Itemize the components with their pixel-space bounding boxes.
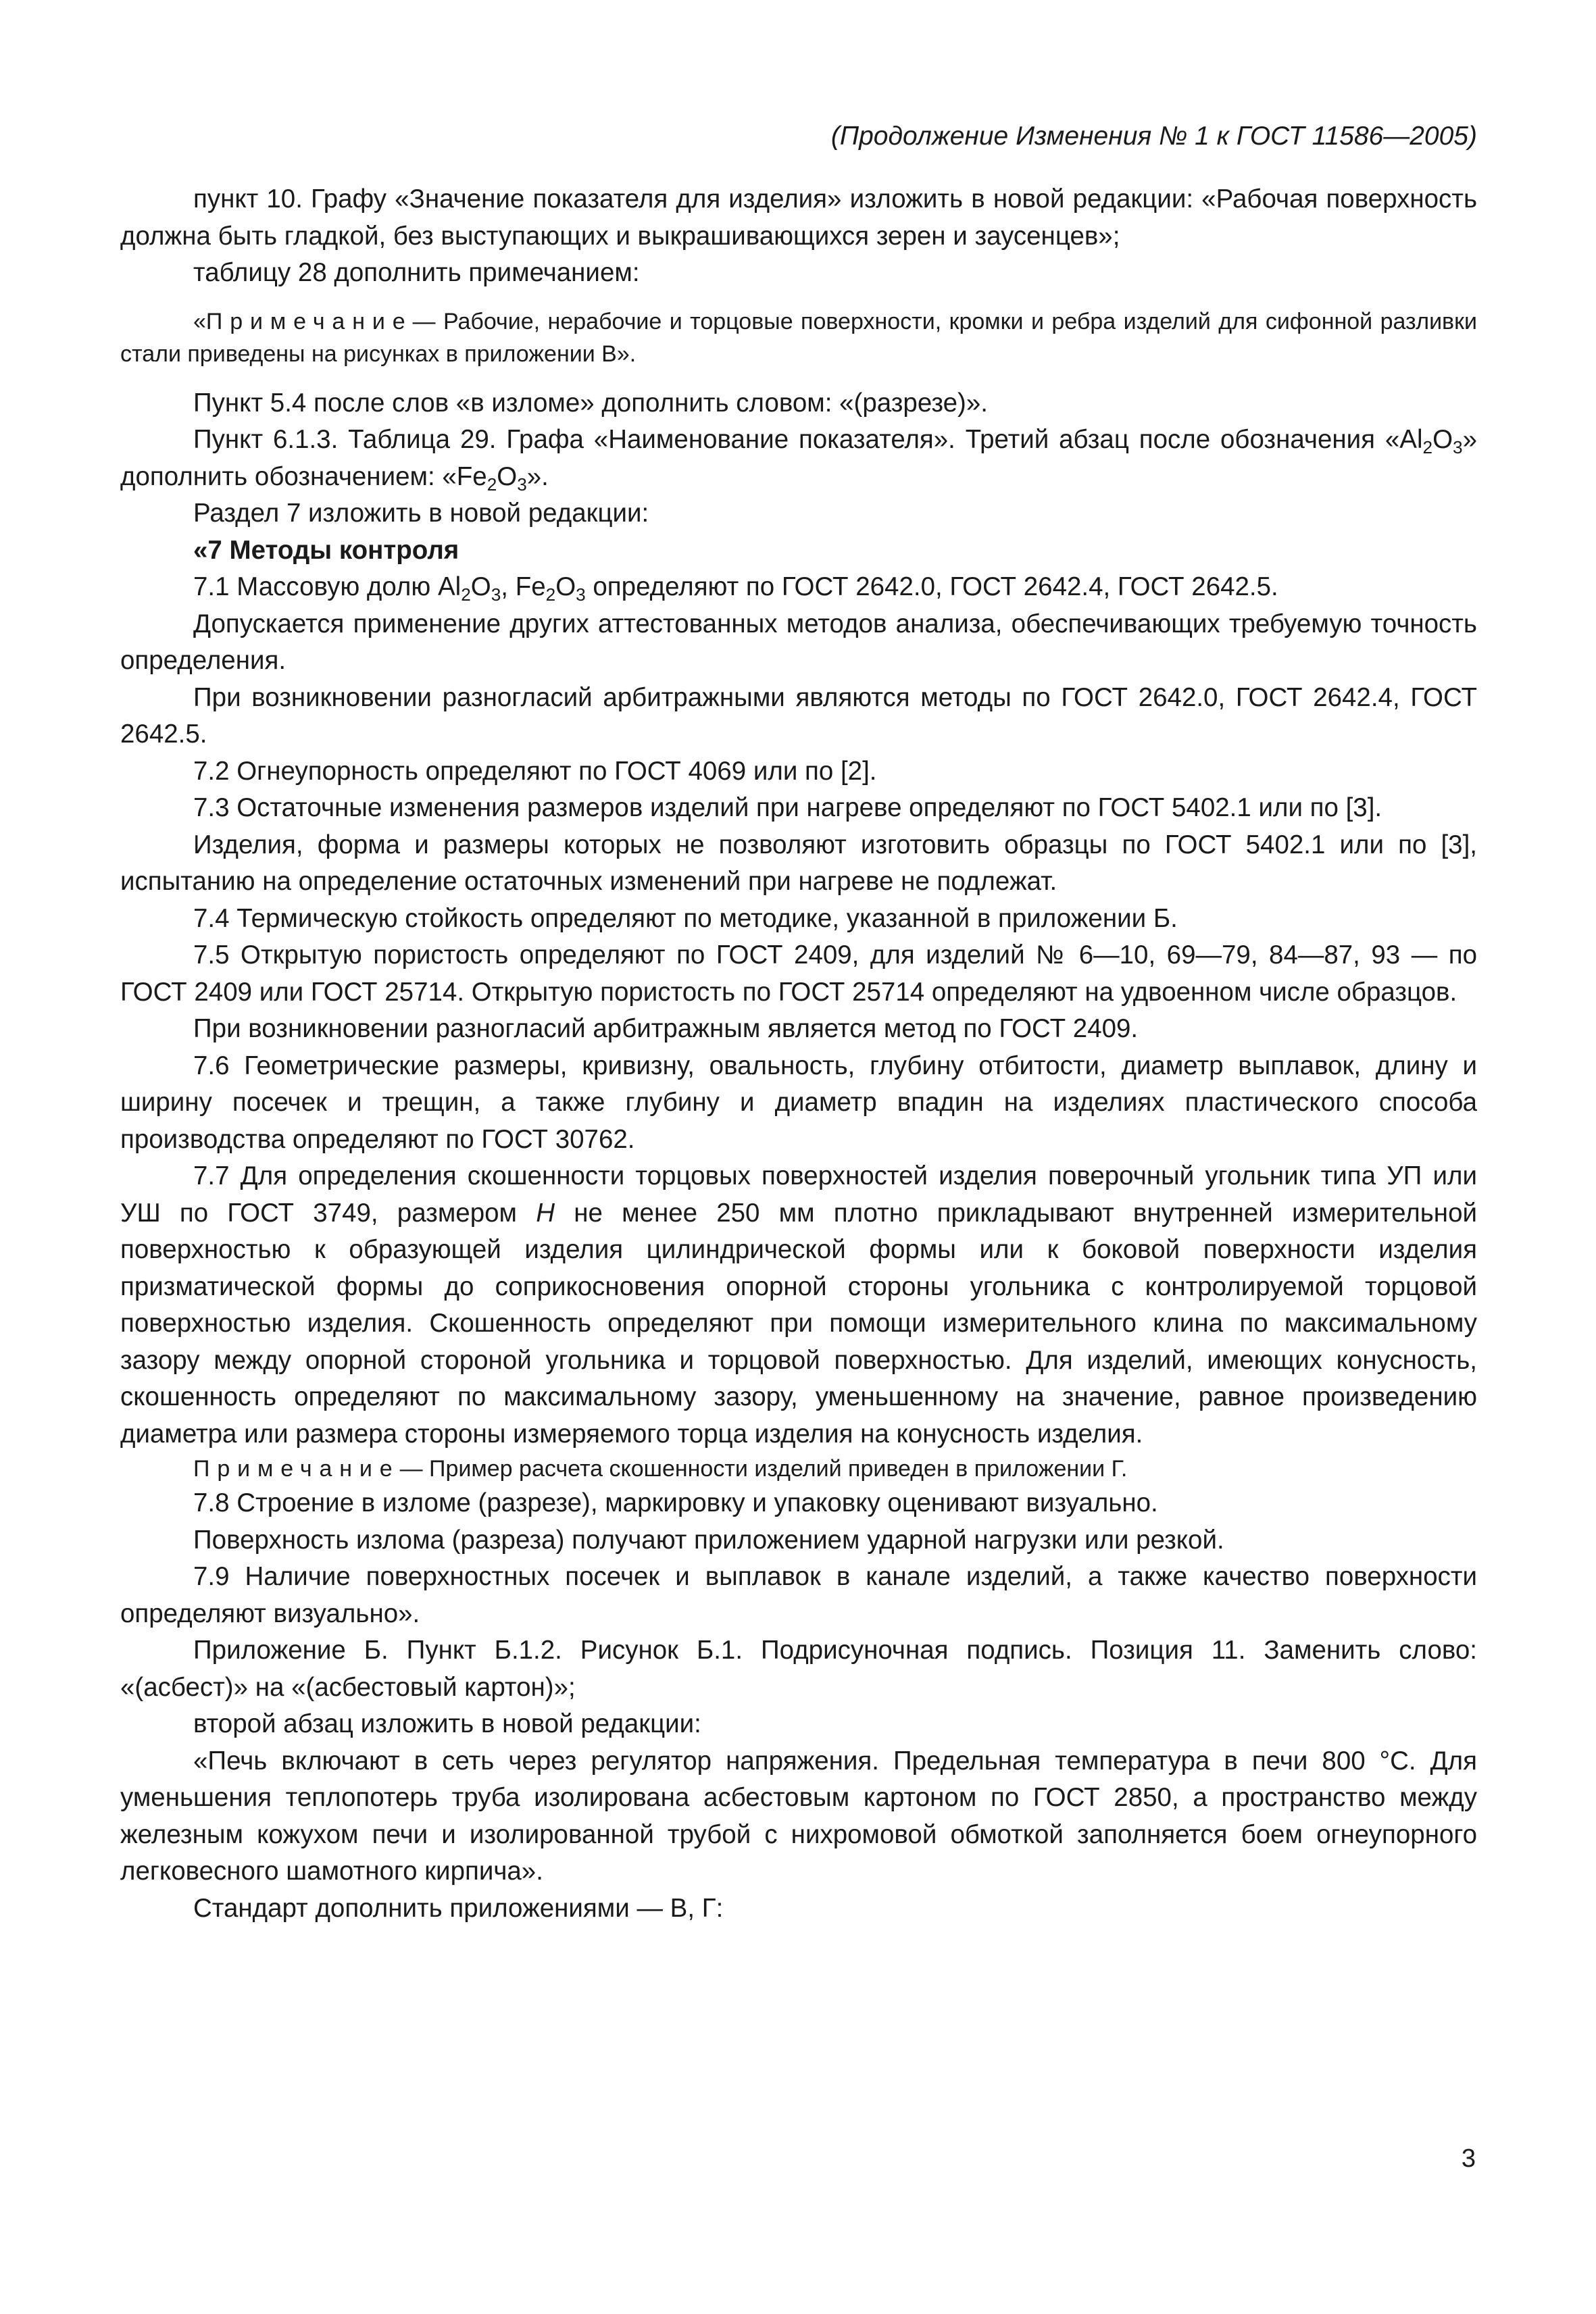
text-run: 7.2 Огнеупорность определяют по ГОСТ 4069 или по [2]. — [193, 756, 877, 786]
text-run: 7.5 Открытую пористость определяют по ГОСТ 2409, для изделий № 6—10, 69—79, 84—87, 93 — по ГОСТ 2409 или ГОСТ 25714. Открытую пористость по ГОСТ 25714 определяют на удвоенном числе образцов. — [120, 940, 1477, 1007]
text-run: 7.3 Остаточные изменения размеров изделий при нагреве определяют по ГОСТ 5402.1 или по [3]. — [193, 793, 1382, 822]
text-run: 7.4 Термическую стойкость определяют по методике, указанной в приложении Б. — [193, 903, 1178, 933]
body-paragraph — [120, 1743, 1477, 1890]
text-run: , Fe — [501, 572, 546, 601]
text-run: Н — [536, 1198, 555, 1228]
text-run: Допускается применение других аттестованных методов анализа, обеспечивающих требуемую точность определения. — [120, 609, 1477, 675]
text-run: 2 — [545, 584, 556, 605]
body-paragraph — [120, 753, 1477, 790]
text-run: — Рабочие, нерабочие и торцовые поверхности, кромки и ребра изделий для сифонной разливки стали приведены на рисунках в приложении В». — [120, 308, 1477, 367]
text-run: O — [470, 572, 491, 601]
text-run: 7.6 Геометрические размеры, кривизну, овальность, глубину отбитости, диаметр выплавок, длину и ширину посечек и трещин, а также глубину и диаметр впадин на изделиях пластического способа производства определяют по ГОСТ 30762. — [120, 1051, 1477, 1154]
note-paragraph — [120, 1453, 1477, 1485]
text-run: Поверхность излома (разреза) получают приложением ударной нагрузки или резкой. — [193, 1525, 1224, 1555]
body-paragraph — [120, 1485, 1477, 1522]
note-paragraph — [120, 305, 1477, 370]
text-run: При возникновении разногласий арбитражным является метод по ГОСТ 2409. — [193, 1014, 1139, 1043]
body-paragraph — [120, 827, 1477, 901]
text-run: Приложение Б. Пункт Б.1.2. Рисунок Б.1. Подрисуночная подпись. Позиция 11. Заменить слово: «(асбест)» на «(асбестовый картон)»; — [120, 1636, 1477, 1702]
text-run: 3 — [517, 474, 527, 495]
text-run: пункт 10. Графу «Значение показателя для изделия» изложить в новой редакции: «Рабочая поверхность должна быть гладкой, без выступающих и выкрашивающихся зерен и заусенцев»; — [120, 184, 1477, 251]
body-paragraph — [120, 1011, 1477, 1048]
text-run: таблицу 28 дополнить примечанием: — [193, 258, 640, 287]
page-number: 3 — [1461, 2144, 1476, 2173]
body-paragraph — [120, 181, 1477, 255]
text-run: O — [1432, 425, 1453, 454]
body-paragraph — [120, 1559, 1477, 1632]
text-run: Пункт 6.1.3. Таблица 29. Графа «Наименование показателя». Третий абзац после обозначения «Al — [193, 425, 1423, 454]
body-paragraph — [120, 495, 1477, 532]
text-run: Примечание — [205, 308, 413, 334]
text-run: 7.8 Строение в изломе (разрезе), маркировку и упаковку оценивают визуально. — [193, 1488, 1158, 1517]
text-run: 7.7 Для определения скошенности торцовых поверхностей изделия поверочный угольник типа УП или УШ по ГОСТ 3749, размером — [120, 1161, 1477, 1228]
body-paragraph — [120, 1522, 1477, 1559]
body-paragraph — [120, 1158, 1477, 1453]
text-run: 3 — [576, 584, 586, 605]
text-run: «Печь включают в сеть через регулятор напряжения. Предельная температура в печи 800 °С. Для уменьшения теплопотерь труба изолирована асбестовым картоном по ГОСТ 2850, а пространство между железным кожухом печи и изолированной трубой с нихромовой обмоткой заполняется боем огнеупорного легковесного шамотного кирпича». — [120, 1746, 1477, 1886]
section-heading — [120, 532, 1477, 570]
body-paragraph — [120, 385, 1477, 422]
body-paragraph — [120, 790, 1477, 827]
document-body — [120, 181, 1477, 1927]
text-run: 7.1 Массовую долю Al — [193, 572, 462, 601]
text-run: 7.9 Наличие поверхностных посечек и выплавок в канале изделий, а также качество поверхности определяют визуально». — [120, 1562, 1477, 1628]
text-run: 2 — [1422, 436, 1433, 457]
text-run: « — [193, 308, 206, 334]
body-paragraph — [120, 680, 1477, 753]
text-run: Стандарт дополнить приложениями — В, Г: — [193, 1893, 724, 1923]
text-run: O — [497, 461, 518, 491]
text-run: — Пример расчета скошенности изделий приведен в приложении Г. — [399, 1456, 1128, 1482]
text-run: Изделия, форма и размеры которых не позволяют изготовить образцы по ГОСТ 5402.1 или по [3], испытанию на определение остаточных изменений при нагреве не подлежат. — [120, 830, 1477, 896]
text-run: Пункт 5.4 после слов «в изломе» дополнить словом: «(разрезе)». — [193, 388, 988, 418]
body-paragraph — [120, 255, 1477, 292]
body-paragraph — [120, 937, 1477, 1011]
text-run: » дополнить обозначением: «Fe — [120, 425, 1477, 491]
text-run: 2 — [487, 474, 497, 495]
text-run: Примечание — [193, 1456, 400, 1482]
text-run: O — [555, 572, 576, 601]
body-paragraph — [120, 606, 1477, 680]
body-paragraph — [120, 1890, 1477, 1928]
body-paragraph — [120, 422, 1477, 495]
body-paragraph — [120, 1632, 1477, 1706]
text-run: ». — [526, 461, 549, 491]
text-run: 3 — [491, 584, 501, 605]
text-run: «7 Методы контроля — [193, 535, 459, 565]
text-run: Раздел 7 изложить в новой редакции: — [193, 499, 649, 528]
body-paragraph — [120, 1706, 1477, 1743]
body-paragraph — [120, 1048, 1477, 1159]
text-run: 3 — [1453, 436, 1463, 457]
text-run: При возникновении разногласий арбитражными являются методы по ГОСТ 2642.0, ГОСТ 2642.4, ГОСТ 2642.5. — [120, 682, 1477, 749]
text-run: 2 — [461, 584, 471, 605]
body-paragraph — [120, 901, 1477, 938]
body-paragraph — [120, 569, 1477, 606]
text-run: не менее 250 мм плотно прикладывают внутренней измерительной поверхностью к образующей изделия цилиндрической формы или к боковой поверхности изделия призматической формы до соприкосновения опорной стороны угольника с контролируемой торцовой поверхностью изделия. Скошенность определяют при помощи измерительного клина по максимальному зазору между опорной стороной угольника и торцовой поверхностью. Для изделий, имеющих конусность, скошенность определяют по максимальному зазору, уменьшенному на значение, равное произведению диаметра или размера стороны измеряемого торца изделия на конусность изделия. — [120, 1198, 1477, 1449]
text-run: определяют по ГОСТ 2642.0, ГОСТ 2642.4, ГОСТ 2642.5. — [585, 572, 1278, 601]
running-header: (Продолжение Изменения № 1 к ГОСТ 11586—2005) — [830, 122, 1477, 151]
text-run: второй абзац изложить в новой редакции: — [193, 1709, 701, 1738]
